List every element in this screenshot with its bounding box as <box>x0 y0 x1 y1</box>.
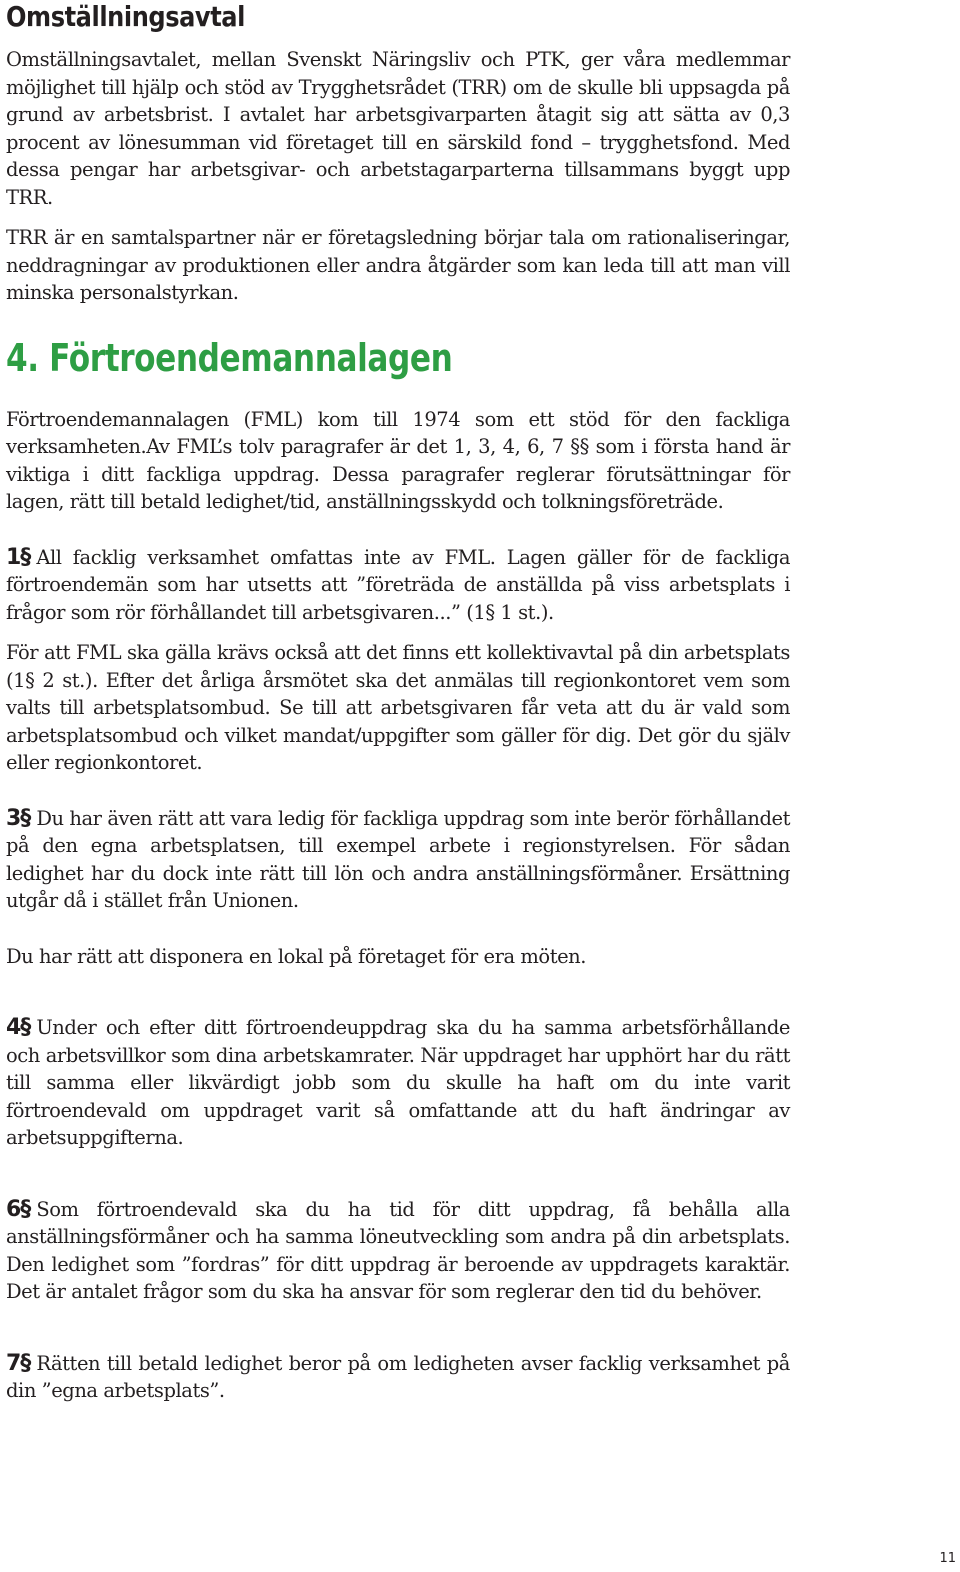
paragraph-number: 4§ <box>6 1015 31 1040</box>
paragraph-3 <box>6 805 790 915</box>
paragraph-7 <box>6 1350 790 1405</box>
section-paragraph-2: TRR är en samtalspartner när er företagsledning börjar tala om rationaliseringar, neddragningar av produktionen eller andra åtgärder som kan leda till att man vill minska personalstyrkan. <box>6 226 790 304</box>
paragraph-number: 3§ <box>6 805 31 831</box>
paragraph-text: Under och efter ditt förtroendeuppdrag ska du ha samma arbetsförhållande och arbetsvillkor som dina arbetskamrater. När uppdraget har upphört har du rätt till samma eller likvärdigt jobb som du skulle ha haft om du inte varit förtroendevald om uppdraget varit så omfattande att du haft ändringar av arbetsuppgifterna. <box>6 1016 790 1149</box>
section-paragraph-1: Omställningsavtalet, mellan Svenskt Näringsliv och PTK, ger våra medlemmar möjlighet till hjälp och stöd av Trygghetsrådet (TRR) om de skulle bli uppsagda på grund av arbetsbrist. I avtalet har arbetsgivarparten åtagit sig att sätta av 0,3 procent av lönesumman vid företaget till en särskild fond – trygghetsfond. Med dessa pengar har arbetsgivar- och arbetstagarparterna tillsammans byggt upp TRR. <box>6 48 790 209</box>
paragraph-number: 6§ <box>6 1196 31 1222</box>
document-page <box>6 0 790 1405</box>
paragraph-1-followup: För att FML ska gälla krävs också att det finns ett kollektivavtal på din arbetsplats (1§ 2 st.). Efter det årliga årsmötet ska det anmälas till regionkontoret vem som valts till arbetsplatsombud. Se till att arbetsgivaren får veta att du är vald som arbetsplatsombud och vilket mandat/uppgifter som gäller för dig. Det gör du själv eller regionkontoret. <box>6 641 790 774</box>
paragraph-text: Rätten till betald ledighet beror på om ledigheten avser facklig verksamhet på din ”egna arbetsplats”. <box>6 1351 790 1402</box>
paragraph-text: Du har även rätt att vara ledig för fackliga uppdrag som inte berör förhållandet på den egna arbetsplatsen, till exempel arbete i regionstyrelsen. För sådan ledighet har du dock inte rätt till lön och andra anställningsförmåner. Ersättning utgår då i stället från Unionen. <box>6 806 790 912</box>
chapter-title: 4. Förtroendemannalagen <box>6 335 453 380</box>
page-number: 11 <box>939 1551 956 1566</box>
section-title: Omställningsavtal <box>6 0 245 33</box>
paragraph-text: All facklig verksamhet omfattas inte av FML. Lagen gäller för de fackliga förtroendemän som har utsetts att ”företräda de anställda på viss arbetsplats i frågor som rör förhållandet till arbetsgivaren...” (1§ 1 st.). <box>6 545 790 624</box>
paragraph-3-followup: Du har rätt att disponera en lokal på företaget för era möten. <box>6 944 587 968</box>
paragraph-number: 1§ <box>6 544 31 570</box>
paragraph-text: Som förtroendevald ska du ha tid för ditt uppdrag, få behålla alla anställningsförmåner och ha samma löneutveckling som andra på din arbetsplats. Den ledighet som ”fordras” för ditt uppdrag är beroende av uppdragets karaktär. Det är antalet frågor som du ska ha ansvar för som reglerar den tid du behöver. <box>6 1197 790 1303</box>
paragraph-6 <box>6 1196 790 1306</box>
paragraph-number: 7§ <box>6 1350 31 1376</box>
paragraph-1 <box>6 544 790 627</box>
paragraph-4 <box>6 1014 790 1152</box>
intro-paragraph: Förtroendemannalagen (FML) kom till 1974 som ett stöd för den fackliga verksamheten.Av FML’s tolv paragrafer är det 1, 3, 4, 6, 7 §§ som i första hand är viktiga i ditt fackliga uppdrag. Dessa paragrafer reglerar förutsättningar för lagen, rätt till betald ledighet/tid, anställningsskydd och tolkningsföreträde. <box>6 407 790 513</box>
